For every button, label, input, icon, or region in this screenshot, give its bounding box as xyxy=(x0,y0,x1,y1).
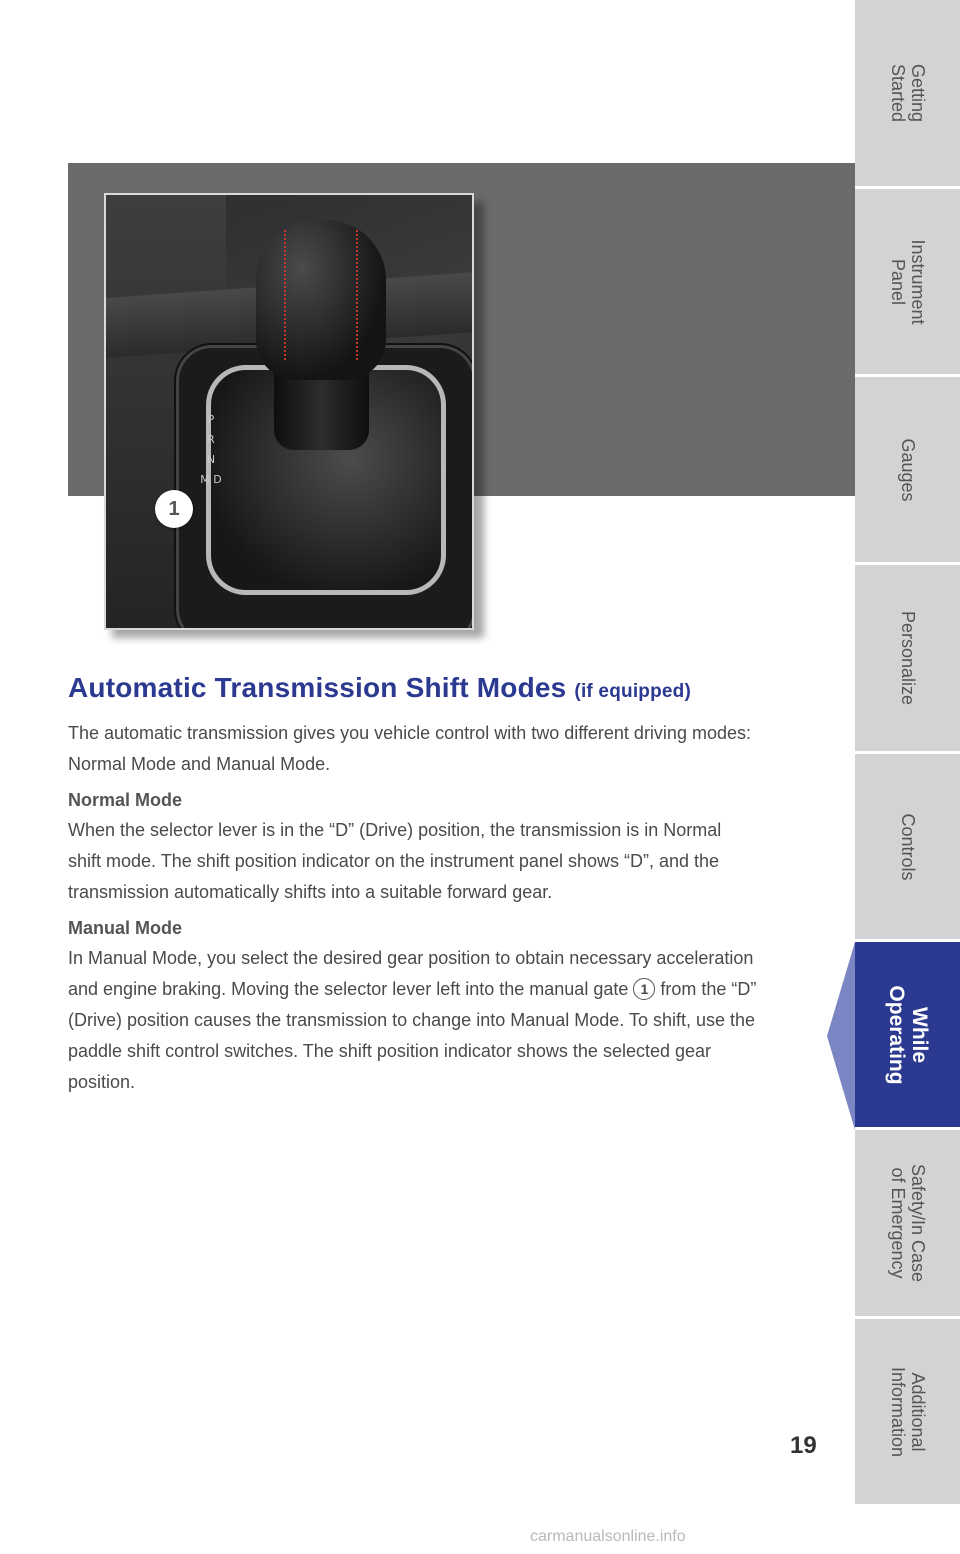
photo-callout-1: 1 xyxy=(155,490,193,528)
tab-label: Additional Information xyxy=(887,1366,928,1457)
tab-label: Controls xyxy=(897,812,918,881)
shift-knob xyxy=(256,220,386,380)
tab-getting-started[interactable] xyxy=(855,0,960,189)
gear-label: M D xyxy=(200,473,222,486)
tab-instrument-panel[interactable] xyxy=(855,189,960,377)
inline-callout-1: 1 xyxy=(633,978,655,1000)
manual-mode-heading: Manual Mode xyxy=(68,918,183,938)
tab-personalize[interactable] xyxy=(855,565,960,754)
page-number: 19 xyxy=(790,1432,817,1459)
normal-mode-text: When the selector lever is in the “D” (Drive) position, the transmission is in Normal shift mode. The shift position indicator on the instrument panel shows “D”, and the transmission automatically shifts into a suitable forward gear. xyxy=(68,820,722,902)
tab-label: While Operating xyxy=(884,984,931,1085)
tab-label: Safety/In Case of Emergency xyxy=(887,1163,928,1283)
knob-stitching xyxy=(356,230,360,360)
main-content xyxy=(68,672,758,1108)
tab-label: Getting Started xyxy=(887,63,928,123)
tab-label: Personalize xyxy=(897,610,918,706)
shift-lever-photo xyxy=(104,193,474,630)
active-tab-pointer xyxy=(827,942,855,1130)
section-title-suffix: (if equipped) xyxy=(574,681,692,702)
footer-watermark: carmanualsonline.info xyxy=(530,1528,686,1545)
tab-label: Instrument Panel xyxy=(887,238,928,325)
intro-paragraph: The automatic transmission gives you vehicle control with two different driving modes: Normal Mode and Manual Mode. xyxy=(68,723,751,774)
tab-safety-emergency[interactable] xyxy=(855,1130,960,1319)
gear-indicator-labels xyxy=(196,410,226,490)
manual-mode-text-after: from the “D” (Drive) position causes the transmission to change into Manual Mode. To shift, use the paddle shift control switches. The shift position indicator shows the selected gear position. xyxy=(68,979,757,1092)
normal-mode-heading: Normal Mode xyxy=(68,790,183,810)
tab-label: Gauges xyxy=(897,437,918,502)
gear-label: R xyxy=(207,433,215,446)
manual-mode-text-before: In Manual Mode, you select the desired gear position to obtain necessary acceleration and engine braking. Moving the selector lever left into the manual gate xyxy=(68,948,754,999)
tab-while-operating[interactable] xyxy=(855,942,960,1130)
tab-additional-information[interactable] xyxy=(855,1319,960,1507)
tab-controls[interactable] xyxy=(855,754,960,942)
section-tabs xyxy=(855,0,960,1507)
tab-gauges[interactable] xyxy=(855,377,960,565)
knob-stitching xyxy=(284,230,288,360)
gear-label: N xyxy=(206,453,216,466)
manual-mode-text xyxy=(68,943,758,1098)
section-title-text: Automatic Transmission Shift Modes xyxy=(68,672,567,703)
section-title xyxy=(68,672,758,704)
gear-label: P xyxy=(207,413,215,426)
